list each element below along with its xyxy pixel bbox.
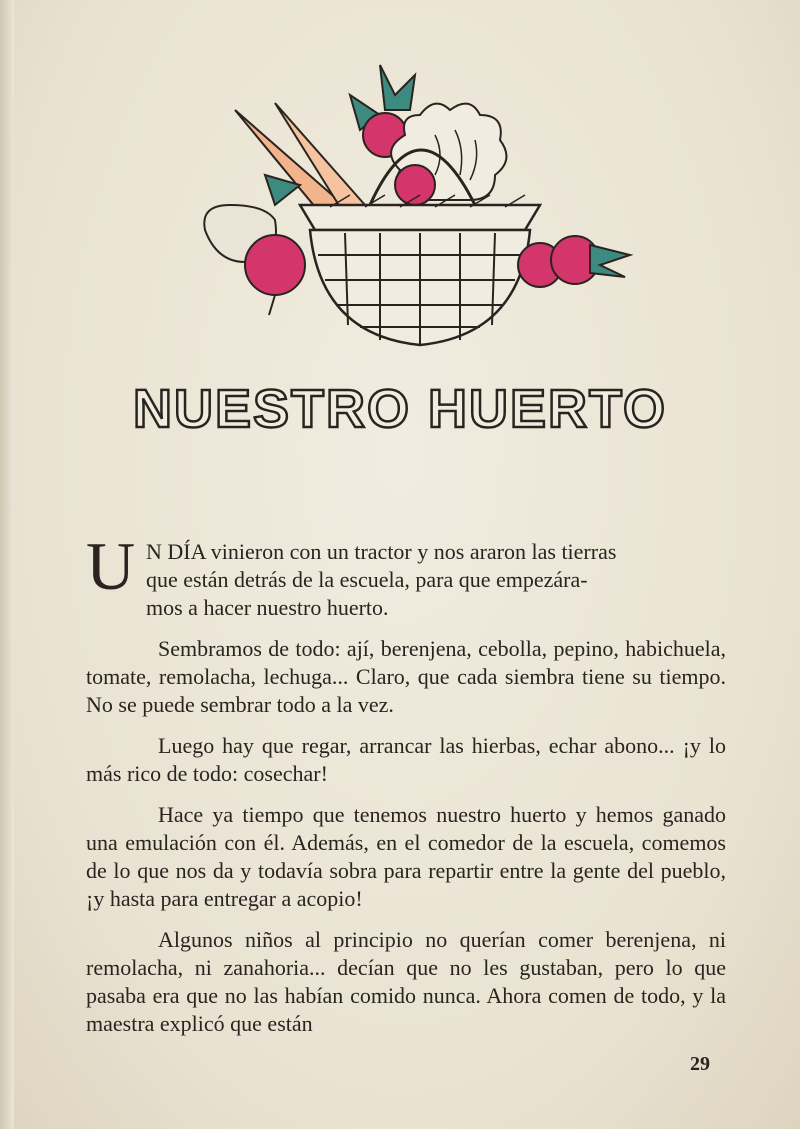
drop-cap: U: [86, 528, 136, 604]
first-line-3: mos a hacer nuestro huerto.: [146, 595, 389, 620]
paragraph: Algunos niños al principio no querían comer berenjena, ni remolacha, ni zanahoria... decían que no les gustaban, pero lo que pasaba era que no las habían comido nunca. Ahora comen de todo, y la maestra explicó que están: [86, 927, 726, 1036]
page-number: 29: [690, 1053, 710, 1075]
vegetable-basket-illustration: [180, 55, 640, 355]
paragraph: Luego hay que regar, arrancar las hierbas, echar abono... ¡y lo más rico de todo: cosechar!: [86, 733, 726, 786]
page-title: [110, 365, 690, 455]
svg-text:NUESTRO HUERTO: NUESTRO HUERTO: [132, 379, 668, 439]
paragraph: Sembramos de todo: ají, berenjena, cebolla, pepino, habichuela, tomate, remolacha, lechuga... Claro, que cada siembra tiene su tiempo. No se puede sembrar todo a la vez.: [86, 636, 726, 717]
first-line-2: que están detrás de la escuela, para que empezára-: [146, 567, 588, 592]
story-text: [86, 528, 726, 1051]
first-line: N DÍA vinieron con un tractor y nos araron las tierras: [146, 539, 617, 564]
first-paragraph: [86, 528, 726, 622]
paragraph: Hace ya tiempo que tenemos nuestro huerto y hemos ganado una emulación con él. Además, en el comedor de la escuela, comemos de lo que nos da y todavía sobra para repartir entre la gente del pueblo, ¡y hasta para entregar a acopio!: [86, 802, 726, 911]
page-edge: [0, 0, 14, 1129]
